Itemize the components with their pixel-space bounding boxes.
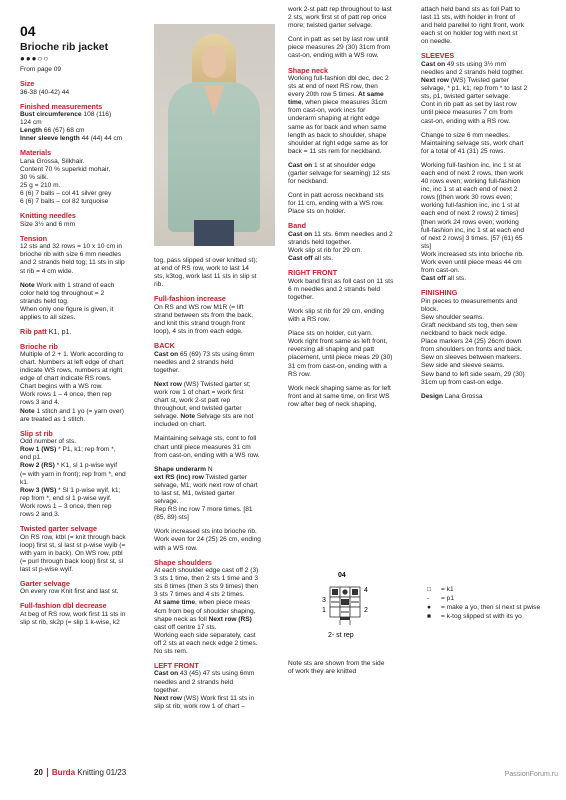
text-line: rib. — [154, 281, 164, 289]
text-line: 3 sts 1 time, then 2 sts 1 time and 3 — [154, 575, 259, 583]
text-line: chart st, work 2-st patt rep — [154, 397, 231, 405]
chart-row-1: 1 — [322, 607, 326, 614]
text-line: rows 3 and 4. — [20, 399, 60, 407]
text-line: sts, k3tog, work last 11 sts in slip st — [154, 273, 257, 281]
column-1 — [20, 24, 138, 627]
text-line: strand between sts from the back, — [154, 311, 253, 319]
section-heading: Shape neck — [288, 65, 328, 75]
text-line: last st p-wise wyif. — [20, 565, 74, 573]
section-heading: Finished measurements — [20, 101, 103, 111]
chart-note: Note sts are shown from the side of work they are knitted — [288, 660, 385, 676]
section-heading: FINISHING — [421, 288, 458, 298]
text-line: with a RS row. — [288, 316, 331, 324]
page-number: 20 — [34, 768, 43, 777]
text-line: for 11 cm, ending with a WS row. — [288, 200, 384, 208]
text-line: Sew on sleeves between markers. — [421, 354, 522, 362]
text-line: 31 cm from cast-on, ending with a — [288, 362, 387, 370]
text-line: included on chart. — [154, 421, 207, 429]
text-line: with yarn in back). On WS row, ptbl — [20, 549, 123, 557]
section-heading: Size — [20, 79, 35, 89]
text-section — [154, 295, 276, 336]
text-section — [154, 528, 276, 552]
text-line: Place sts on holder. — [288, 208, 346, 216]
text-section — [154, 466, 276, 523]
section-heading: SLEEVES — [421, 51, 455, 61]
text-line: selvage. — [154, 498, 179, 506]
text-line: together. — [288, 293, 314, 301]
text-line: 4cm from beg of shoulder shaping, — [154, 607, 256, 615]
text-line: loop), 4 sts in from each edge. — [154, 328, 243, 336]
text-line: from shoulders on fronts and back. — [421, 346, 523, 354]
text-line: ext RS (inc) row Twisted garter — [154, 473, 247, 481]
text-line: cast off centre 17 sts. — [154, 623, 217, 631]
text-line: Work rows 1 – 3 once, then rep — [20, 502, 112, 510]
legend-item: □ = k1 — [427, 586, 454, 593]
text-line: for a total of 41 (31) 25 rows. — [421, 147, 506, 155]
section-heading: Materials — [20, 148, 52, 158]
text-section — [154, 662, 276, 711]
text-line: to last st, M1, twisted garter — [154, 489, 235, 497]
text-line: each end of next 2 rows, then work — [421, 170, 524, 177]
text-line: shoulder at right edge same as for — [288, 139, 389, 147]
column-2 — [154, 251, 276, 711]
text-section — [421, 289, 543, 386]
text-line: 6 m needles and 2 strands held — [288, 285, 381, 293]
text-line: Cast off all sts. — [421, 275, 467, 283]
text-line: strands held together. — [288, 238, 352, 246]
legend-item: ■ = k-tog slipped st with its yo — [427, 613, 522, 620]
text-section — [20, 282, 138, 322]
text-line: loop) first st, sl last st p-wise wyib (= — [20, 541, 126, 549]
text-line: Work even until piece meas 44 cm — [421, 259, 522, 267]
text-section — [154, 342, 276, 375]
text-section — [154, 381, 276, 430]
text-line: 6 (6) 7 balls – col 82 turquoise — [20, 198, 109, 206]
text-line: needles and 2 strands held — [154, 358, 234, 366]
text-line: (= purl through back loop) first st, sl — [20, 557, 124, 565]
section-heading: RIGHT FRONT — [288, 268, 338, 278]
text-line: sts 8 times (then 3 sts 9 times) then — [154, 583, 259, 591]
text-line: [then work 24 rows even; working — [421, 218, 519, 226]
text-line: underarm shaping at right edge — [288, 115, 380, 123]
text-line: cast-on, ending with a WS row. — [288, 52, 379, 60]
text-section — [421, 393, 543, 401]
text-line: placement, until piece meas 29 (30) — [288, 354, 393, 362]
text-line: Sew side and sleeve seams. — [421, 362, 505, 370]
text-line: Length 66 (67) 68 cm — [20, 127, 85, 135]
text-line: Lana Grossa, Silkhair. — [20, 157, 85, 165]
text-section — [154, 435, 276, 459]
text-line: selvage, M1, work next row of chart — [154, 481, 258, 489]
text-line: block. — [421, 305, 439, 313]
text-line: applies to all sizes. — [20, 314, 76, 321]
text-line: 25 g = 210 m. — [20, 182, 61, 190]
text-line: Work slip st rib for 29 cm, ending — [288, 307, 384, 315]
text-line: Cast on 11 sts. 6mm needles and 2 — [288, 230, 393, 238]
text-line: each end of next 2 rows) 2 times] — [421, 210, 519, 218]
text-section — [20, 525, 138, 574]
text-line: Cont in rib patt as set by last row — [421, 101, 517, 109]
text-section — [154, 257, 276, 289]
section-heading: Rib patt K1, p1. — [20, 327, 72, 337]
text-line: working full-fashion inc, inc 1 st at — [421, 202, 520, 210]
text-line: Size 3½ and 6 mm — [20, 220, 75, 228]
text-line: 2 sts, work first st of patt rep once — [288, 14, 387, 22]
text-line: sts at end of next RS row, then — [288, 83, 378, 91]
section-heading: Brioche rib — [20, 341, 58, 351]
text-section — [288, 192, 410, 216]
text-line: Work slip st rib for 29 cm. — [288, 247, 363, 255]
text-line: Multiple of 2 + 1. Work according to — [20, 350, 124, 358]
text-line: length as back to shoulder, shape — [288, 131, 387, 139]
text-line: with a WS row. — [154, 544, 198, 552]
text-line: Row 3 (WS) * Sl 1 p-wise wyif, k1; — [20, 486, 121, 494]
text-line: On RS and WS row M1R (= lift — [154, 303, 244, 311]
text-line: Next row (WS) Twisted garter — [421, 77, 509, 85]
text-line: and knit this strand trough front — [154, 319, 245, 327]
text-line: Row 2 (RS) * K1, sl 1 p-wise wyif — [20, 462, 118, 470]
watermark: PassionForum.ru — [504, 771, 558, 778]
text-line: sts] — [421, 242, 432, 250]
column-4 — [421, 0, 543, 401]
text-line: Maintaining selvage sts, work chart — [421, 139, 524, 147]
text-line: Graft neckband sts tog, then sew — [421, 322, 518, 329]
text-line: together. — [154, 686, 180, 694]
text-section — [20, 212, 138, 229]
text-line: Odd number of sts. — [20, 438, 77, 446]
section-heading: Slip st rib — [20, 428, 53, 438]
text-line: back = 11 sts rem for neckband. — [288, 147, 382, 155]
text-section — [421, 6, 543, 46]
text-line: Bust circumference 108 (116) — [20, 111, 112, 118]
text-line: Sew shoulder seams. — [421, 313, 485, 321]
stitch-chart — [288, 569, 418, 659]
text-line: 12 sts and 32 rows = 10 x 10 cm in — [20, 243, 123, 251]
text-line: Chart begins with a WS row. — [20, 383, 103, 391]
text-line: Rep RS inc row 7 more times. [81 — [154, 506, 253, 514]
text-line: selvage. Note Selvage sts are not — [154, 413, 254, 421]
text-line: On RS row, ktbl (= knit through back — [20, 533, 126, 541]
text-line: inc, inc 1 st at each end of next 2 — [421, 186, 518, 194]
text-line: chart. Numbers at left edge of chart — [20, 359, 124, 366]
column-3 — [288, 0, 410, 409]
text-line: front and at same time, on first WS — [288, 392, 390, 400]
text-line: 40 rows even; working full-fashion — [421, 178, 521, 186]
text-line: Working full-fashion inc, inc 1 st at — [421, 161, 521, 169]
text-line: k1. — [20, 478, 29, 486]
text-line: edge of chart indicate RS rows. — [20, 375, 112, 383]
text-section — [20, 328, 138, 336]
text-line: Work right front same as left front, — [288, 338, 388, 346]
chart-repeat-caption: 2- st rep — [328, 632, 354, 639]
text-section — [288, 162, 410, 186]
pattern-number: 04 — [20, 23, 36, 39]
text-line: together. — [154, 366, 180, 374]
text-section — [288, 36, 410, 60]
text-line: each st on holder tog with next st — [421, 30, 518, 38]
text-line: throughout, end twisted garter — [154, 405, 242, 413]
section-heading: Band — [288, 221, 306, 231]
text-line: Content 70 % superkid mohair, — [20, 165, 111, 173]
chart-title: 04 — [338, 572, 346, 579]
text-section — [20, 235, 138, 276]
text-section — [20, 80, 138, 97]
model-photo — [154, 24, 275, 246]
text-line: 3 sts 7 times and 4 sts 2 times. — [154, 591, 245, 599]
text-line: at end of RS row, work to last 14 — [154, 265, 249, 273]
text-line: more; twisted garter selvage. — [288, 22, 373, 30]
from-page: From page 09 — [20, 66, 62, 73]
section-heading: BACK — [154, 341, 175, 351]
text-line: Work neck shaping same as for left — [288, 384, 391, 392]
text-section — [288, 308, 410, 324]
text-line: attach held band sts as foll Patt to — [421, 6, 520, 13]
text-section — [288, 67, 410, 156]
text-line: 30 % silk. — [20, 173, 49, 181]
text-line: Working each side separately, cast — [154, 631, 256, 639]
text-line: last 11 sts, with holder in front of — [421, 14, 516, 22]
brand-name: Burda — [51, 768, 76, 777]
text-line: When only one figure is given, it — [20, 305, 114, 313]
text-line: needles and 2 strands held — [154, 678, 234, 686]
text-line: Cast on 1 st at shoulder edge — [288, 161, 376, 169]
text-line: slip st rib, sk2p (= slip 1 k-wise, k2 — [20, 618, 120, 626]
text-line: 6 (6) 7 balls – col 41 silver grey — [20, 190, 112, 198]
text-line: Working full-fashion dbl dec, dec 2 — [288, 74, 389, 82]
section-heading: LEFT FRONT — [154, 661, 199, 671]
text-line: until piece measures 7 cm from — [421, 109, 513, 117]
text-line: 36-38 (40-42) 44 — [20, 88, 70, 96]
text-line: Pin pieces to measurements and — [421, 297, 518, 305]
text-line: (garter selvage for seaming) 12 sts — [288, 170, 390, 177]
pattern-title: Brioche rib jacket — [20, 41, 109, 53]
section-heading: Twisted garter selvage — [20, 524, 97, 534]
text-section — [288, 269, 410, 302]
text-line: Place markers 24 (25) 26cm down — [421, 338, 522, 346]
section-heading: Knitting needles — [20, 211, 76, 221]
text-line: and 2 strands held tog; 11 sts in slip — [20, 259, 125, 267]
text-line: reversing all shaping and patt — [288, 346, 375, 354]
text-line: rows 2 and 3. — [20, 511, 60, 518]
text-line: on needle. — [421, 38, 452, 46]
section-heading: Tension — [20, 233, 48, 243]
chart-row-4: 4 — [364, 587, 368, 594]
text-line: Note Work with 1 strand of each — [20, 281, 115, 289]
section-heading: Garter selvage — [20, 578, 70, 588]
text-line: from cast-on. — [421, 267, 460, 275]
legend-item: - = p1 — [427, 595, 455, 602]
text-line: st rib = 4 cm wide. — [20, 267, 74, 275]
text-line: off 2 sts at each neck edge 2 times. — [154, 639, 258, 647]
text-line: Cast on 65 (69) 73 sts using 6mm — [154, 350, 255, 358]
text-line: At each shoulder edge cast off 2 (3) — [154, 567, 259, 575]
text-line: At beg of RS row, work first 11 sts in — [20, 610, 126, 618]
text-section — [421, 132, 543, 156]
text-line: needles and 2 strands held togther. — [421, 68, 525, 76]
text-line: No sts rem. — [154, 647, 188, 655]
text-line: Note 1 stitch and 1 yo (= yarn over) — [20, 407, 124, 415]
text-line: 31cm up from cast-on edge. — [421, 378, 504, 386]
text-line: Cast on 49 sts using 3½ mm — [421, 60, 507, 68]
text-line: Next row (WS) Work first 11 sts in — [154, 694, 255, 702]
text-line: Shape underarm N — [154, 465, 213, 473]
text-section — [20, 580, 138, 597]
text-section — [20, 103, 138, 144]
text-line: On every row Knit first and last st. — [20, 588, 119, 596]
text-line: for neckband. — [288, 178, 328, 186]
text-section — [20, 343, 138, 424]
text-line: every 20th row 5 times. At same — [288, 91, 384, 99]
text-line: neckband to back neck edge. — [421, 330, 507, 338]
text-section — [288, 330, 410, 379]
section-heading: Shape shoulders — [154, 557, 212, 567]
text-line: Next row (WS) Twisted garter st; — [154, 380, 251, 388]
text-line: Row 1 (WS) * P1, k1; rep from *, — [20, 446, 116, 454]
text-line: indicate WS rows, numbers at right — [20, 367, 123, 375]
text-line: and held parellel to right front, work — [421, 22, 524, 30]
text-line: rows [(then work 30 rows even; — [421, 194, 513, 202]
text-line: Place sts on holder, cut yarn. — [288, 330, 373, 338]
text-section — [20, 430, 138, 519]
text-section — [288, 6, 410, 30]
text-line: cast-on, ending with a RS row. — [421, 117, 511, 125]
text-line: Cont in patt as set by last row until — [288, 36, 389, 44]
difficulty-rating: ●●●○○ — [20, 54, 50, 63]
text-line: piece measures 29 (30) 31cm from — [288, 44, 391, 52]
text-line: Inner sleeve length 44 (44) 44 cm — [20, 135, 123, 143]
text-line: Sew band to left side seam, 29 (30) — [421, 370, 525, 378]
text-section — [421, 162, 543, 283]
text-line: Cont in patt across neckband sts — [288, 192, 384, 200]
text-line: At same time, when piece meas — [154, 599, 251, 607]
text-section — [421, 52, 543, 125]
text-line: (= with yarn in front); rep from *, end — [20, 470, 126, 478]
text-line: brioche rib with size 6 mm needles — [20, 251, 122, 259]
chart-legend — [427, 585, 557, 621]
section-heading: Full-fashion dbl decrease — [20, 601, 107, 611]
text-section — [288, 222, 410, 263]
text-line: slip st rib; work row 1 of chart – — [154, 702, 245, 710]
text-line: of next 2 rows] 3 times. [57 (61) 65 — [421, 234, 523, 242]
text-line: Cast on 43 (45) 47 sts using 6mm — [154, 670, 255, 678]
text-line: sts, p1, twisted garter selvage. — [421, 93, 511, 101]
text-line: end p1. — [20, 454, 42, 462]
issue-label: Knitting 01/23 — [77, 768, 127, 777]
text-line: work row 1 of chart = work first — [154, 388, 244, 396]
text-section — [20, 149, 138, 206]
text-line: strands held tog. — [20, 297, 69, 305]
text-line: 124 cm — [20, 119, 42, 127]
text-section — [288, 385, 410, 409]
text-line: (85, 89) sts] — [154, 514, 189, 522]
text-line: shape neck as foll Next row (RS) — [154, 615, 252, 623]
text-section — [20, 602, 138, 627]
text-section — [154, 559, 276, 656]
text-line: chart until piece measures 31 cm — [154, 443, 251, 451]
text-line: tog, pass slipped st over knitted st); — [154, 257, 258, 264]
text-line: Cast off all sts. — [288, 255, 334, 263]
page-footer — [34, 768, 126, 777]
text-line: Design Lana Grossa — [421, 392, 483, 400]
text-line: Work rows 1 – 4 once, then rep — [20, 391, 112, 399]
text-line: RS row. — [288, 370, 312, 378]
legend-item: ● = make a yo, then sl next st pwise — [427, 604, 541, 611]
text-line: Work increased sts into brioche rib. — [154, 528, 257, 536]
text-line: work 2-st patt rep throughout to last — [288, 6, 392, 13]
text-line: full-fashion inc, inc 1 st at each end — [421, 226, 524, 234]
chart-row-2: 2 — [364, 607, 368, 614]
text-line: row after beg of neck shaping, — [288, 400, 377, 408]
text-line: Work band first as foll cast on 11 sts — [288, 277, 394, 285]
text-line: from cast-on, work incs for — [288, 107, 366, 115]
text-line: Work increased sts into brioche rib. — [421, 250, 524, 258]
text-line: Work even for 24 (25) 26 cm, ending — [154, 536, 261, 544]
text-line: selvage, * p1, k1; rep from * to last 2 — [421, 85, 528, 93]
text-line: from cast-on, ending with a WS row. — [154, 451, 260, 459]
text-line: are treated as 1 stitch. — [20, 415, 86, 423]
text-line: same as for back and when same — [288, 123, 387, 131]
chart-row-3: 3 — [322, 597, 326, 604]
text-line: time, when piece measures 31cm — [288, 99, 388, 107]
text-line: rep from *, end sl 1 p-wise wyif. — [20, 494, 112, 502]
section-heading: Full-fashion increase — [154, 294, 226, 304]
text-line: Change to size 6 mm needles. — [421, 131, 511, 139]
text-line: color held tog throughout = 2 — [20, 289, 105, 297]
text-line: Maintaining selvage sts, cont to foll — [154, 435, 257, 443]
